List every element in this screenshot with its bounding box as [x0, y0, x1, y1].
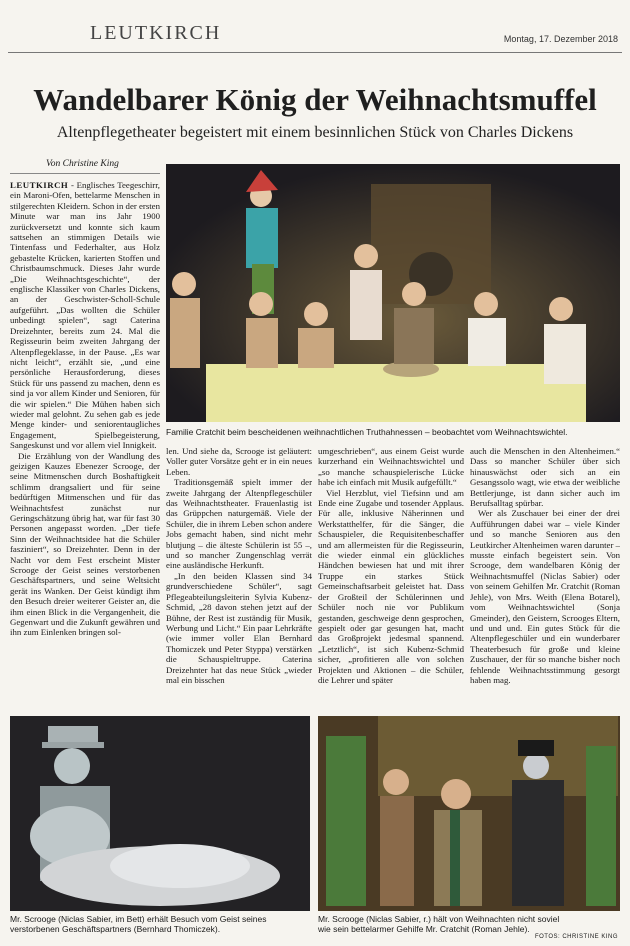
column-2-paragraph-1: len. Und siehe da, Scrooge ist geläutert: Voller guter Vorsätze geht er in ein neues Leben. [166, 446, 312, 477]
bottom-left-illustration [10, 716, 310, 911]
subheadline: Altenpflegetheater begeistert mit einem besinnlichen Stück von Charles Dickens [56, 124, 574, 141]
article-column-4 [470, 446, 620, 710]
article-column-2 [166, 446, 312, 710]
photo-credit: FOTOS: CHRISTINE KING [534, 934, 618, 940]
column-4-paragraph-1: auch die Menschen in den Altenheimen.“ Dass so mancher Schüler über sich hinauswächst oder sich an ein Gesangssolo wagt, wie etwa der weibliche Bettlerjunge, ist dann sicher auch im Berufsalltag spürbar. [470, 446, 620, 509]
main-photo-illustration [166, 164, 620, 422]
issue-date: Montag, 17. Dezember 2018 [503, 34, 618, 44]
bottom-right-photo [318, 716, 620, 911]
author-byline: Von Christine King [46, 159, 119, 169]
article-column-3 [318, 446, 464, 710]
section-title: LEUTKIRCH [90, 22, 222, 44]
column-2-paragraph-2: Traditionsgemäß spielt immer der zweite Jahrgang der Altenpflegeschüler das Weihnachtstheater. Frauenlastig ist das Grüppchen naturgemäß. Viele der Schüler, die in ihrem Leben schon andere Jobs gemacht haben, sind nicht mehr blutjung – die älteste Schülerin ist 55 –, und so mancher Zungenschlag verrät eine ausländische Herkunft. [166, 477, 312, 571]
dateline: LEUTKIRCH [10, 180, 69, 190]
bottom-left-photo [10, 716, 310, 911]
header-divider [8, 52, 622, 53]
article-column-1 [10, 180, 160, 710]
headline: Wandelbarer König der Weihnachtsmuffel [33, 82, 597, 117]
column-2-paragraph-3: „In den beiden Klassen sind 34 grundverschiedene Schüler“, sagt Pflegeabteilungsleiterin Sylvia Kubenz-Schmid, „28 davon stehen jetzt auf der Bühne, der Rest ist zuständig für Musik, Werbung und Licht.“ Ein paar Lehrkräfte (wie immer voller Elan Bernhard Thomiczek und Peter Styppa) verstärken die Schauspieltruppe. Caterina Dreizehnter hat das neue Stück „wieder mal ein bisschen [166, 570, 312, 685]
bottom-right-caption: Mr. Scrooge (Niclas Sabier, r.) hält von Weihnachten nicht soviel wie sein bettelarmer Gehilfe Mr. Cratchit (Roman Jehle). [318, 914, 560, 934]
bottom-right-illustration [318, 716, 620, 911]
main-photo-caption: Familie Cratchit beim bescheidenen weihnachtlichen Truthahnessen – beobachtet vom Weihnachtswichtel. [166, 427, 568, 437]
column-3-paragraph-2: Viel Herzblut, viel Tiefsinn und am Ende eine Zugabe und tosender Applaus. Für alle, inklusive Näherinnen und Werkstatthelfer, für die Sänger, die Schauspieler, die Requisitenbeschaffer und am allermeisten für die Regisseurin, die wieder einmal ein glückliches Händchen bewiesen hat und mit ihrer Truppe ein starkes Stück Gemeinschaftsarbeit geleistet hat. Dass der Großteil der Schülerinnen und Schüler noch nie vor Publikum gestanden, geschweige denn gesprochen, gespielt oder gar gesungen hat, macht das Großprojekt jedesmal spannend. „Letztlich“, ist sich Kubenz-Schmid sicher, „profitieren alle von solchen Projekten und Aktionen – die Schüler, die Lehrer und später [318, 487, 464, 685]
column-1-paragraph-2: Die Erzählung von der Wandlung des geizigen Kauzes Ebenezer Scrooge, der seine Mitmenschen durch Boshaftigkeit schlimm drangsaliert und für seine bedürftigen Mitmenschen und für das Weihnachtsfest zunächst nur Geringschätzung übrig hat, war für fast 30 Personen angepasst worden. „Der tiefe Sinn der Weihnachtsidee hat die Schüler fasziniert“, so Dreizehnter. Denn in der Nacht vor dem Fest erscheint Mister Scrooge der Geist seines verstorbenen Geschäftspartners, und seine Weltsicht gerät ins Wanken. Der Geist kündigt ihm den Besuch dreier weiterer Geister an, die ihm einen Blick in die Vergangenheit, die Gegenwart und die Zukunft gewähren und ihn zum Einlenken bringen sol- [10, 450, 160, 638]
column-1-paragraph-1: LEUTKIRCH - Englisches Teegeschirr, ein Maroni-Ofen, bettelarme Menschen in stilgerechten Kleidern. Schon in der ersten Minute war man ins Jahr 1900 zurückversetzt und konnte sich kaum sattsehen an stimmigen Details wie Tintenfass und Federhalter, aus Holz gebastelte Krücken, karierten Stoffen und Christbaumschmuck. Dieses Jahr wurde „Die Weihnachtsgeschichte“, der englische Klassiker von Charles Dickens, an der Geschwister-Scholl-Schule aufgeführt. „Das wollten die Schüler unbedingt spielen“, sagt Caterina Dreizehnter, bereits zum 24. Mal die Regisseurin beim zweiten Jahrgang der Altenpflegeklasse, in der Pause. „Es war nicht leicht“, erzählt sie, „und eine persönliche Herausforderung, dieses Stück für uns passend zu machen, denn es sind ja vor allem Kinder und Senioren, für die wir spielen.“ Die Mühen haben sich wieder mal gelohnt. Zu sehen gab es jede Menge kinder- und seniorentaugliches Engagement, Spielbegeisterung, Sangeskunst und vor allem viel Innigkeit. [10, 180, 160, 451]
column-4-paragraph-2: Wer als Zuschauer bei einer der drei Aufführungen dabei war – viele Kinder und so manche Senioren aus den Leutkircher Altenheimen waren darunter – musste einfach begeistert sein. Von Scrooge, dem wandelbaren König der Weihnachtsmuffel (Niclas Sabier) oder von seinem Gehilfen Mr. Cratchit (Roman Jehle), von Mrs. Weith (Elena Botarel), vom Weihnachtswichtel (Sonja Gmeinder), den Geistern, Scrooges Eltern, und und und. Ein gutes Stück für die Altenpflegeschüler und ein wunderbarer Theaterbesuch für große und kleine Zuschauer, der für so manche bisher noch fehlende Weihnachtsstimmung gesorgt haben mag. [470, 508, 620, 685]
bottom-left-caption: Mr. Scrooge (Niclas Sabier, im Bett) erhält Besuch vom Geist seines verstorbenen Geschäftspartners (Bernhard Thomiczek). [10, 914, 267, 934]
main-photo [166, 164, 620, 422]
column-3-paragraph-1: umgeschrieben“, aus einem Geist wurde kurzerhand ein Weihnachtswichtel und „so manche schauspielerische Lücke habe ich einfach mit Musik aufgefüllt.“ [318, 446, 464, 488]
byline-divider [10, 173, 160, 174]
